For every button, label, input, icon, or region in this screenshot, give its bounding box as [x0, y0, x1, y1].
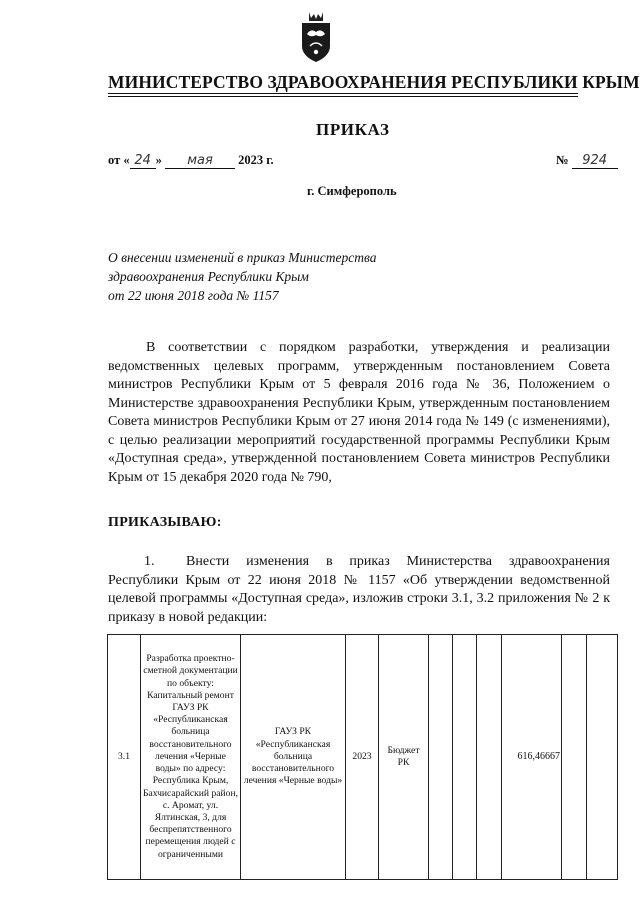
table-row — [108, 635, 618, 880]
date-day: 24 — [130, 154, 156, 169]
date-prefix: от « — [108, 153, 130, 167]
row-empty-cell — [477, 635, 502, 880]
preamble-text: В соответствии с порядком разработки, утверждения и реализации ведомственных целевых программ, утвержденным постановлением Совета министров Республики Крым от 5 февраля 2016 года № 36, Положением о Министерстве здравоохранения Республики Крым, утвержденным постановлением Совета министров Республики Крым от 27 июня 2014 года № 149 (с изменениями), с целью реализации мероприятий государственной программы Республики Крым «Доступная среда», утвержденной постановлением Совета министров Республики Крым от 15 декабря 2020 года № 790, — [108, 340, 610, 485]
date-year: 2023 г. — [238, 153, 274, 167]
item-text: Внести изменения в приказ Министерства здравоохранения Республики Крым от 22 июня 2018 № 1157 «Об утверждении ведомственной целевой программы «Доступная среда», изложив строки 3.1, 3.2 приложения № 2 к приказу в новой редакции: — [108, 554, 610, 625]
row-year: 2023 — [346, 635, 379, 880]
order-item-1 — [108, 553, 610, 627]
order-date — [108, 153, 274, 169]
item-number: 1. — [144, 554, 155, 569]
subject-line: здравоохранения Республики Крым — [108, 269, 309, 284]
number-value: 924 — [572, 154, 618, 169]
row-source: Бюджет РК — [379, 635, 429, 880]
order-number — [556, 153, 618, 169]
order-subject — [108, 248, 428, 305]
city: г. Симферополь — [307, 184, 397, 198]
row-empty-cell — [562, 635, 587, 880]
date-mid: » — [155, 153, 162, 167]
coat-of-arms-icon — [299, 10, 333, 64]
number-prefix: № — [556, 153, 569, 167]
document-type: ПРИКАЗ — [316, 120, 390, 139]
row-empty-cell — [429, 635, 453, 880]
program-table — [107, 634, 618, 880]
preamble-paragraph — [108, 339, 610, 487]
header-divider — [108, 96, 578, 97]
ministry-title: МИНИСТЕРСТВО ЗДРАВООХРАНЕНИЯ РЕСПУБЛИКИ КРЫМ — [108, 72, 640, 92]
subject-line: от 22 июня 2018 года № 1157 — [108, 288, 279, 303]
row-executor: ГАУЗ РК «Республиканская больница восстановительного лечения «Черные воды» — [241, 635, 346, 880]
row-description: Разработка проектно-сметной документации по объекту: Капитальный ремонт ГАУЗ РК «Республиканская больница восстановительного лечения «Черные воды» по адресу: Республика Крым, Бахчисарайский район, с. Аромат, ул. Ялтинская, 3, для беспрепятственного перемещения людей с ограниченными — [141, 635, 241, 880]
subject-line: О внесении изменений в приказ Министерства — [108, 250, 377, 265]
order-word: ПРИКАЗЫВАЮ: — [108, 515, 222, 530]
row-empty-cell — [587, 635, 618, 880]
row-empty-cell — [453, 635, 477, 880]
date-month: мая — [165, 154, 235, 169]
row-number: 3.1 — [108, 635, 141, 880]
row-amount: 616,46667 — [502, 635, 562, 880]
